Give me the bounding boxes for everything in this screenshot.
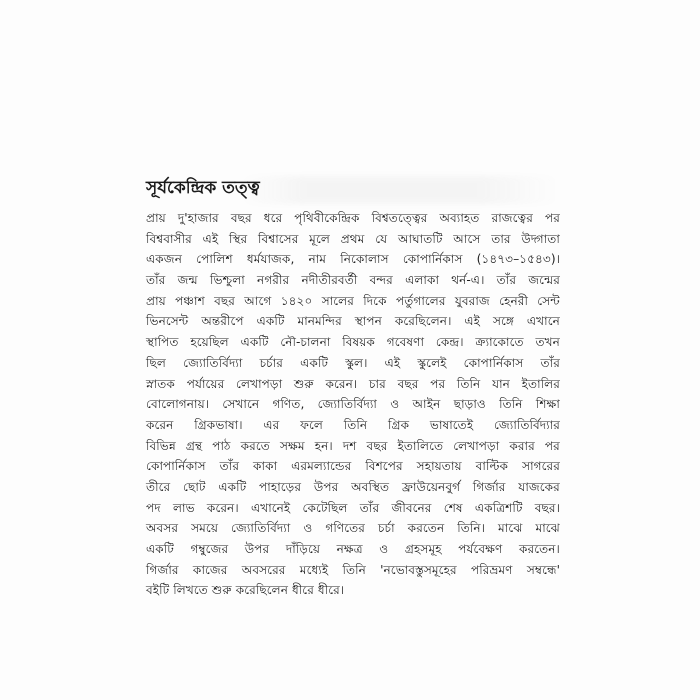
word: গণিত, xyxy=(272,397,305,412)
word: নদীতীরবর্তী xyxy=(301,273,358,288)
word: ফ্রাউয়েনবুর্গ xyxy=(401,479,461,494)
word: যান xyxy=(492,376,510,391)
word: সেন্ট xyxy=(537,293,560,308)
word: কাকা xyxy=(253,459,278,474)
word: চর্চার xyxy=(259,355,283,370)
word: স্থাপিত xyxy=(146,335,179,350)
word: জ্যোতির্বিদ্যার xyxy=(493,417,560,432)
word: পোলিশ xyxy=(196,252,233,267)
word: হয়েছিল xyxy=(190,335,229,350)
word: দু'হাজার xyxy=(177,211,219,225)
section-heading: সূর্যকেন্দ্রিক তত্ত্ব xyxy=(146,178,260,198)
word: প্রায় xyxy=(146,293,166,308)
word: করেন xyxy=(146,417,174,432)
word: অবসরের xyxy=(241,562,286,577)
word: পর্যবেক্ষণ xyxy=(458,542,503,556)
word: এরমল্যান্ডের xyxy=(291,459,352,474)
text-line xyxy=(146,374,560,395)
word: উদ্গাতা xyxy=(521,231,560,246)
word: ধীরে। xyxy=(317,583,345,598)
word: সম্বন্ধে' xyxy=(526,562,560,577)
word: গির্জার xyxy=(472,479,506,494)
word: তাঁর xyxy=(146,273,166,288)
word: তাঁর xyxy=(540,355,560,370)
word: তাঁর xyxy=(496,273,517,288)
word: করার xyxy=(509,438,535,453)
word: দশ xyxy=(342,438,357,453)
word: বছর xyxy=(397,376,419,391)
word: এখানেই xyxy=(250,500,291,515)
word: স্থির xyxy=(228,231,248,246)
word: বিষয়ক xyxy=(342,335,375,350)
text-line xyxy=(146,539,560,560)
word: ইতালিতে xyxy=(397,438,444,453)
text-line xyxy=(146,456,560,477)
word: বিশ্বতত্ত্বের xyxy=(371,211,428,225)
word: নৌ-চালনা xyxy=(280,335,331,350)
word: একটি xyxy=(256,314,285,329)
word: বইটি xyxy=(146,583,170,598)
text-line xyxy=(146,353,560,374)
word: পদ xyxy=(146,500,161,515)
word: গ্রিকভাষা। xyxy=(194,417,243,432)
word: নক্ষত্র xyxy=(336,542,363,556)
word: বছর xyxy=(230,211,252,225)
word: বিশ্ববাসীর xyxy=(146,231,192,246)
word: তিনি xyxy=(456,376,481,391)
word: আঘাতটি xyxy=(397,231,443,246)
word: বছর xyxy=(214,293,235,308)
word: অবসর xyxy=(146,521,179,536)
word: তাঁর xyxy=(359,500,380,515)
word: করেছিলেন। xyxy=(394,314,452,329)
word: যুবরাজ xyxy=(454,293,490,308)
word: গবেষণা xyxy=(386,335,425,350)
word: ছোট xyxy=(183,479,206,494)
word: বছর। xyxy=(534,500,560,515)
word: একটি xyxy=(218,479,247,494)
text-line xyxy=(146,291,560,312)
word: আসে xyxy=(453,231,481,246)
word: সেখানে xyxy=(222,397,260,412)
word: তিনি xyxy=(343,417,368,432)
word: পঞ্চাশ xyxy=(175,293,205,308)
text-line xyxy=(146,415,560,436)
word: এই xyxy=(202,231,219,246)
text-line xyxy=(146,436,560,457)
word: লিখতে xyxy=(173,583,208,598)
word: তীরে xyxy=(146,479,171,494)
word: গ্রিক xyxy=(387,417,410,432)
word: মানমন্দির xyxy=(297,314,342,329)
word: পর্তুগালের xyxy=(395,293,446,308)
word: প্রথম xyxy=(340,231,365,246)
word: সাগরের xyxy=(522,459,560,474)
word: তার xyxy=(491,231,511,246)
word: ইতালির xyxy=(521,376,560,391)
word: যে xyxy=(375,231,388,246)
word: বিশ্বাসের xyxy=(257,231,299,246)
word: পর xyxy=(544,438,560,453)
word: করতেন। xyxy=(519,542,560,556)
text-line xyxy=(146,394,560,415)
word: গির্জার xyxy=(146,562,179,577)
word: তিনি। xyxy=(457,521,485,536)
word: ও xyxy=(390,397,400,412)
word: করেন। xyxy=(206,500,239,515)
word: শেষ xyxy=(443,500,463,515)
word: অব্যাহত xyxy=(439,211,480,225)
word: উপর xyxy=(313,479,339,494)
text-line xyxy=(146,229,560,250)
word: তাঁর xyxy=(219,459,240,474)
word: কোপার্নিকাস xyxy=(402,252,463,267)
word: ধর্মযাজক, xyxy=(246,252,295,267)
word: ধরে xyxy=(263,211,283,225)
word: একটি xyxy=(300,355,329,370)
word: ভাষাতেই xyxy=(429,417,474,432)
word: পর্যায়ের xyxy=(186,376,225,391)
word: পর xyxy=(545,211,560,225)
bleed-through-shadow xyxy=(240,176,560,204)
word: জ্যোতির্বিদ্যা xyxy=(317,397,377,412)
word: জীবনের xyxy=(391,500,432,515)
word: বন্দর xyxy=(369,273,393,288)
word: গম্বুজের xyxy=(190,542,229,556)
word: এই xyxy=(384,355,401,370)
word: একত্রিশটি xyxy=(474,500,523,515)
word: নিকোলাস xyxy=(340,252,389,267)
word: একটি xyxy=(240,335,269,350)
word: ছাড়াও xyxy=(453,397,486,412)
word: অবস্থিত xyxy=(351,479,390,494)
word: শিক্ষা xyxy=(535,397,560,412)
word: ও xyxy=(379,542,389,556)
text-line xyxy=(146,518,560,539)
word: ছিল xyxy=(146,355,166,370)
word: একটি xyxy=(146,542,174,556)
word: কোপার্নিকাস xyxy=(463,355,524,370)
word: করতেন xyxy=(407,521,445,536)
word: স্নাতক xyxy=(146,376,175,391)
word: পাহাড়ের xyxy=(259,479,302,494)
word: হেনরী xyxy=(499,293,528,308)
word: এলাকা xyxy=(405,273,440,288)
text-line xyxy=(146,332,560,353)
word: করেন। xyxy=(325,376,358,391)
word: ফলে xyxy=(300,417,323,432)
word: বিভিন্ন xyxy=(146,438,176,453)
word: শুরু xyxy=(211,583,232,598)
word: জন্ম xyxy=(177,273,198,288)
word: বোলোগনায়। xyxy=(146,397,210,412)
word: থর্ন-এ। xyxy=(451,273,485,288)
word: জন্মের xyxy=(528,273,560,288)
word: (১৪৭৩–১৫৪৩)। xyxy=(476,252,560,267)
word: ধীরে xyxy=(291,583,314,598)
word: স্কুল। xyxy=(345,355,368,370)
word: এখানে xyxy=(526,314,560,329)
text-line xyxy=(146,208,560,229)
word: কেটেছিল xyxy=(302,500,348,515)
word: লেখাপড়া xyxy=(236,376,283,391)
word: এর xyxy=(263,417,280,432)
word: রাজত্বের xyxy=(491,211,533,225)
text-line xyxy=(146,270,560,291)
word: তখন xyxy=(535,335,560,350)
word: ভিনসেন্ট xyxy=(146,314,189,329)
word: ও xyxy=(303,521,313,536)
word: দিকে xyxy=(363,293,387,308)
word: নগরীর xyxy=(257,273,290,288)
word: কাজের xyxy=(192,562,228,577)
word: ১৪২০ xyxy=(280,293,313,308)
text-line xyxy=(146,560,560,581)
word: জ্যোতির্বিদ্যা xyxy=(231,521,291,536)
word: চার xyxy=(368,376,386,391)
word: ক্র্যাকোতে xyxy=(475,335,524,350)
word: করতে xyxy=(240,438,270,453)
word: সময়ে xyxy=(191,521,219,536)
word: বাল্টিক xyxy=(475,459,509,474)
word: গণিতের xyxy=(325,521,365,536)
word: মধ্যেই xyxy=(299,562,329,577)
body-paragraph xyxy=(146,208,560,601)
word: শুরু xyxy=(293,376,314,391)
word: লাভ xyxy=(172,500,195,515)
word: স্কুলেই xyxy=(417,355,447,370)
word: 'নভোবস্তুসমূহের xyxy=(380,562,457,577)
word: সহায়তায় xyxy=(416,459,462,474)
word: গ্রন্থ xyxy=(185,438,203,453)
word: করেছিলেন xyxy=(235,583,288,598)
word: অন্তরীপে xyxy=(201,314,244,329)
word: ভিশ্চুলা xyxy=(209,273,245,288)
word: বছর xyxy=(366,438,388,453)
text-line xyxy=(146,477,560,498)
word: আইন xyxy=(412,397,441,412)
word: কেন্দ্র। xyxy=(435,335,464,350)
word: লেখাপড়া xyxy=(453,438,500,453)
word: বিশপের xyxy=(365,459,403,474)
word: গ্রহসমূহ xyxy=(404,542,442,556)
word: সক্ষম xyxy=(279,438,305,453)
word: একজন xyxy=(146,252,182,267)
text-line xyxy=(146,498,560,519)
text-line xyxy=(146,249,560,270)
word: প্রায় xyxy=(146,211,166,225)
word: চর্চা xyxy=(377,521,395,536)
word: পৃথিবীকেন্দ্রিক xyxy=(294,211,360,225)
word: কোপার্নিকাস xyxy=(146,459,206,474)
word: পাঠ xyxy=(212,438,231,453)
word: হন। xyxy=(314,438,333,453)
text-line xyxy=(146,311,560,332)
word: পর xyxy=(430,376,446,391)
word: সালের xyxy=(321,293,354,308)
word: মূলে xyxy=(309,231,330,246)
text-line xyxy=(146,580,560,601)
word: তিনি xyxy=(499,397,523,412)
word: উপর xyxy=(244,542,270,556)
word: স্থাপন xyxy=(354,314,382,329)
word: পরিভ্রমণ xyxy=(470,562,513,577)
word: সঙ্গে xyxy=(492,314,514,329)
word: দাঁড়িয়ে xyxy=(285,542,321,556)
word: জ্যোতির্বিদ্যা xyxy=(183,355,243,370)
word: মাঝে xyxy=(498,521,523,536)
word: মাঝে xyxy=(535,521,560,536)
word: যাজকের xyxy=(518,479,560,494)
word: আগে xyxy=(244,293,272,308)
word: তিনি xyxy=(342,562,366,577)
word: নাম xyxy=(308,252,327,267)
word: এই xyxy=(464,314,480,329)
